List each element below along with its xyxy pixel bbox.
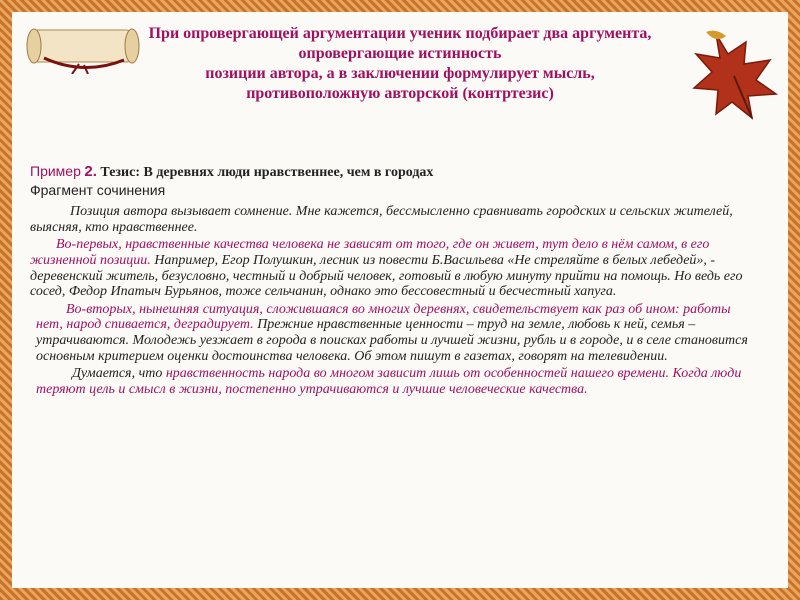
title-line-1: При опровергающей аргументации ученик подбирает два аргумента, (148, 25, 652, 42)
title-line-3: позиции автора, а в заключении формулирует мысль, (205, 65, 595, 82)
title-line-2: опровергающие истинность (298, 45, 502, 62)
example-number: 2. (84, 163, 97, 180)
title-line-4: противоположную авторской (контртезис) (246, 85, 554, 102)
fragment-label: Фрагмент сочинения (30, 181, 166, 198)
paragraph-2-highlight: Во-первых, нравственные качества человека не зависят от того, где он живет, тут дело в нём самом, в его жизненной позиции. (30, 237, 710, 268)
paragraph-4-lead: Думается, что (72, 366, 166, 382)
paragraph-3-highlight: Во-вторых, нынешняя ситуация, сложившаяся во многих деревнях, свидетельствует как раз об ином: работы нет, народ спивается, деградирует. (36, 301, 731, 333)
paragraph-1-text: Позиция автора вызывает сомнение. Мне кажется, бессмысленно сравнивать городских и сельских жителей, выясняя, кто нравственнее. (30, 204, 733, 235)
slide-body (30, 164, 760, 399)
paragraph-1 (30, 204, 760, 235)
paragraph-3 (30, 302, 760, 364)
paragraph-4-highlight: нравственность народа во многом зависит лишь от особенностей нашего времени. Когда люди теряют цель и смысл в жизни, постепенно утрачиваются и лучшие человеческие качества. (36, 366, 742, 397)
paragraph-2 (30, 237, 760, 299)
paragraph-3-text: Прежние нравственные ценности – труд на земле, любовь к ней, семья – утрачиваются. Молодежь уезжает в города в поисках работы и лучшей жизни, рубль и в городе, и в селе становится основным критерием оценки достоинства человека. Об этом пишут в газетах, говорят на телевидении. (36, 317, 748, 364)
paragraph-2-text: Например, Егор Полушкин, лесник из повести Б.Васильева «Не стреляйте в белых лебедей», - деревенский житель, безусловно, честный и добрый человек, готовый в любую минуту прийти на помощь. Но ведь его сосед, Федор Ипатыч Бурьянов, тоже сельчанин, однако это бессовестный и бесчестный хапуга. (30, 252, 743, 300)
slide-title (90, 24, 710, 104)
example-heading (30, 164, 760, 181)
example-label: Пример (30, 163, 81, 179)
example-thesis: Тезис: В деревнях люди нравственнее, чем в городах (100, 165, 434, 180)
paragraph-4 (30, 366, 760, 397)
